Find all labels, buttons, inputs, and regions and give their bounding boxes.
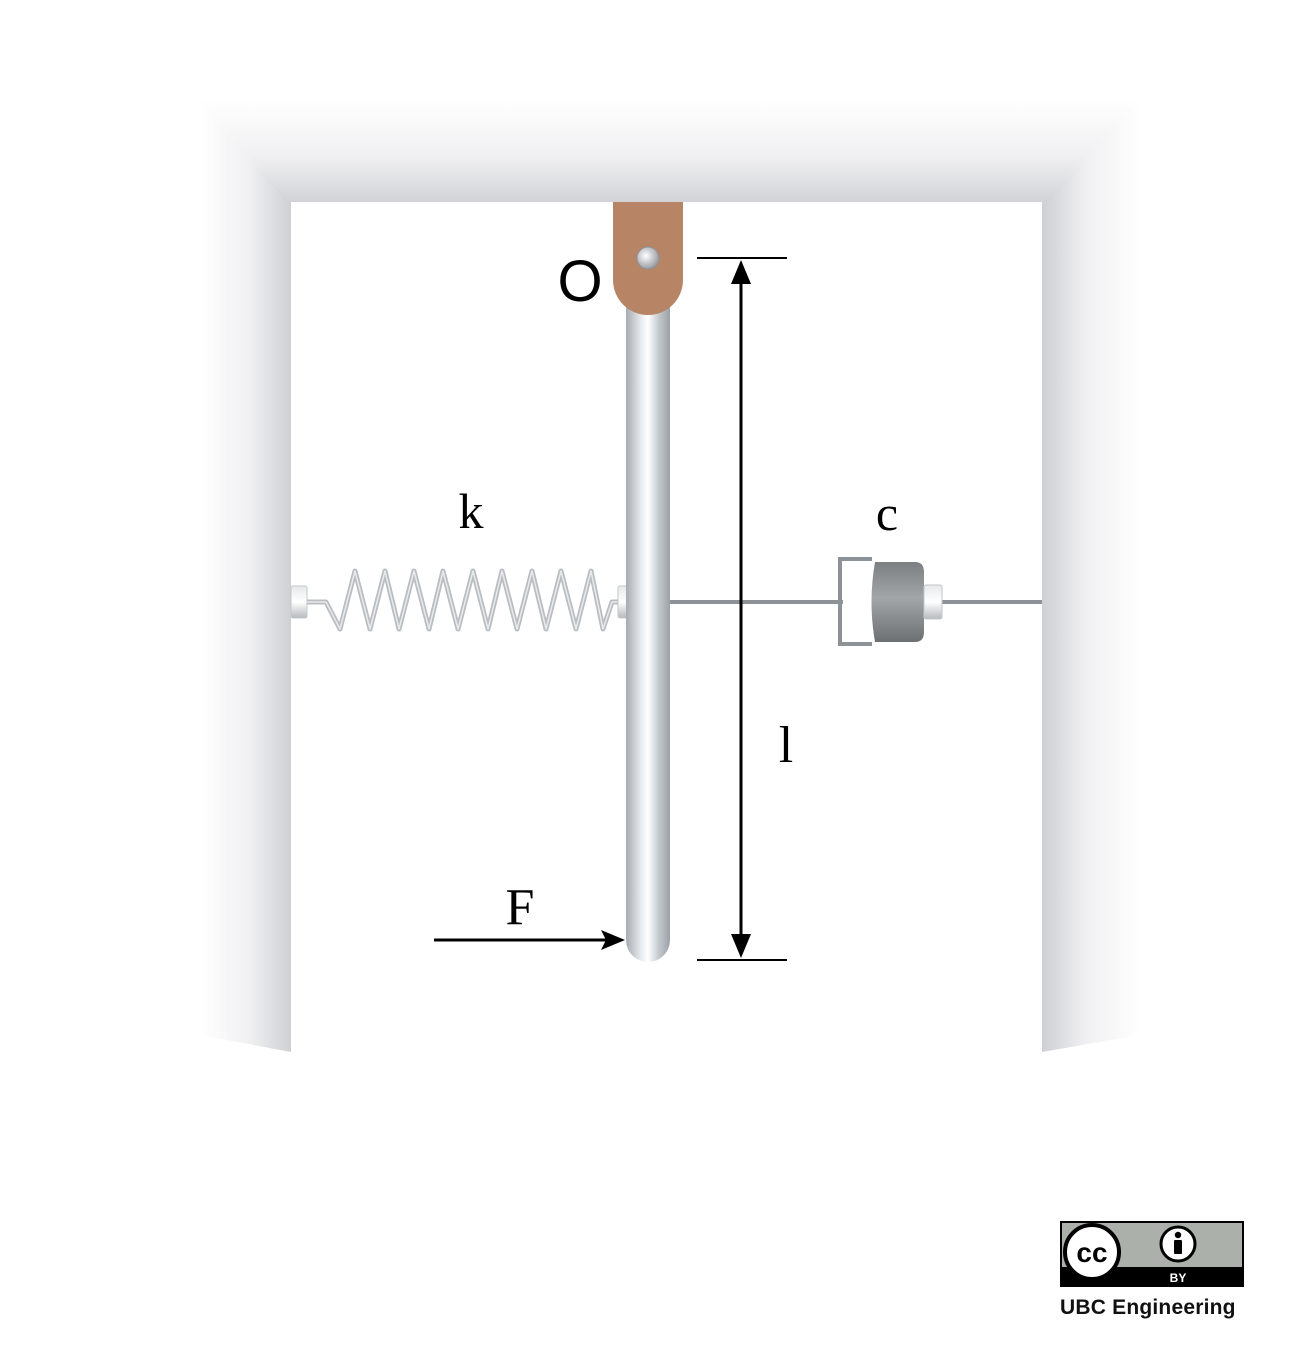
by-text: BY [1169,1271,1187,1285]
attribution-icon [1161,1227,1195,1261]
length-arrow-top [731,260,751,284]
length-dimension [697,258,787,960]
damper-cylinder-outline [840,559,872,644]
damper-piston [872,562,925,642]
left-wall [200,100,291,1052]
damper [840,559,942,644]
license-badge [1060,1221,1244,1287]
credit-text: UBC Engineering [1060,1296,1236,1319]
pendulum-rod [626,300,670,962]
spring [291,571,630,629]
force-label: F [505,879,535,936]
spring-wall-cap [291,586,307,618]
pivot-label: O [557,249,603,314]
cc-text: cc [1076,1237,1108,1268]
spring-label: k [458,483,484,539]
right-wall [1042,100,1140,1052]
pivot-pin [637,247,659,269]
damper-cap [924,585,942,619]
length-label: l [778,717,794,774]
pivot-bracket [613,202,683,315]
ceiling [200,100,1140,202]
length-arrow-bottom [731,934,751,958]
damper-label: c [875,485,899,541]
